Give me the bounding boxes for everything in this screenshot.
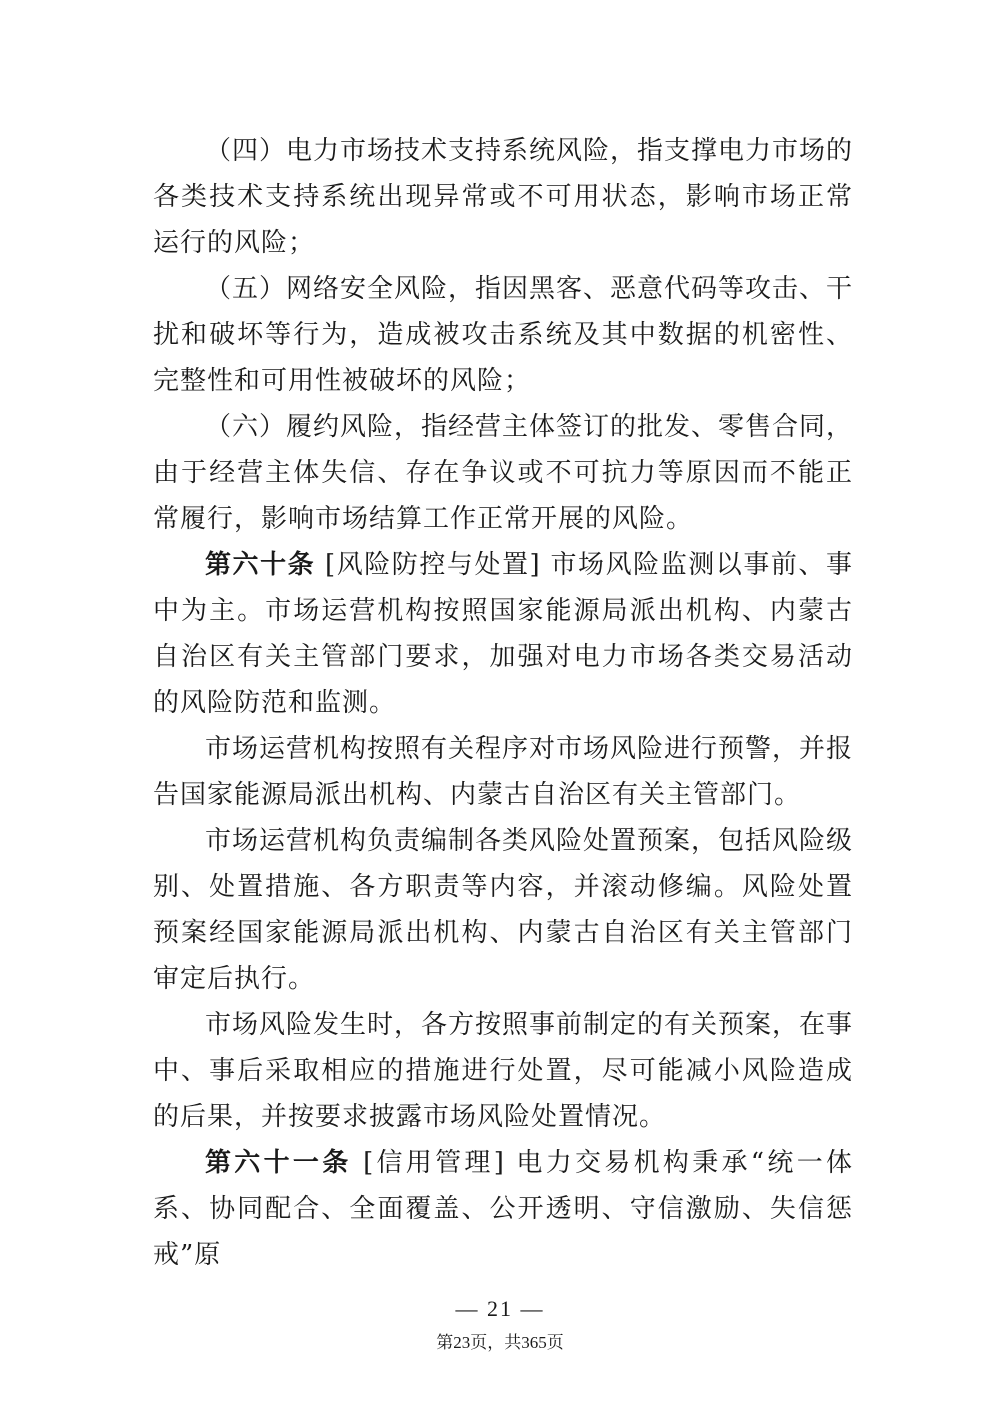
paragraph-risk-5 (153, 266, 853, 404)
page-count: 第23页，共365页 (436, 1333, 564, 1352)
article-number: 第六十一条 (205, 1148, 352, 1178)
paragraph-text: 市场风险发生时，各方按照事前制定的有关预案，在事中、事后采取相应的措施进行处置，尽可能减小风险造成的后果，并按要求披露市场风险处置情况。 (153, 1010, 854, 1132)
paragraph-text: （五）网络安全风险，指因黑客、恶意代码等攻击、干扰和破坏等行为，造成被攻击系统及其中数据的机密性、完整性和可用性被破坏的风险； (153, 274, 854, 396)
paragraph-contingency-plan (153, 818, 853, 1002)
paragraph-text: 市场运营机构按照有关程序对市场风险进行预警，并报告国家能源局派出机构、内蒙古自治区有关主管部门。 (153, 734, 854, 810)
paragraph-text: [风险防控与处置] 市场风险监测以事前、事中为主。市场运营机构按照国家能源局派出机构、内蒙古自治区有关主管部门要求，加强对电力市场各类交易活动的风险防范和监测。 (153, 550, 853, 718)
document-body (153, 128, 853, 1278)
paragraph-article-61 (153, 1140, 853, 1278)
paragraph-article-60 (153, 542, 853, 726)
paragraph-text: （六）履约风险，指经营主体签订的批发、零售合同，由于经营主体失信、存在争议或不可抗力等原因而不能正常履行，影响市场结算工作正常开展的风险。 (153, 412, 854, 534)
paragraph-text: [信用管理] 电力交易机构秉承“统一体系、协同配合、全面覆盖、公开透明、守信激励、失信惩戒”原 (153, 1148, 853, 1270)
paragraph-text: （四）电力市场技术支持系统风险，指支撑电力市场的各类技术支持系统出现异常或不可用状态，影响市场正常运行的风险； (153, 136, 854, 258)
paragraph-warning (153, 726, 853, 818)
paragraph-risk-6 (153, 404, 853, 542)
paragraph-text: 市场运营机构负责编制各类风险处置预案，包括风险级别、处置措施、各方职责等内容，并滚动修编。风险处置预案经国家能源局派出机构、内蒙古自治区有关主管部门审定后执行。 (153, 826, 854, 994)
paragraph-risk-handling (153, 1002, 853, 1140)
article-number: 第六十条 (205, 550, 316, 580)
paragraph-risk-4 (153, 128, 853, 266)
page-number: — 21 — (455, 1296, 545, 1321)
